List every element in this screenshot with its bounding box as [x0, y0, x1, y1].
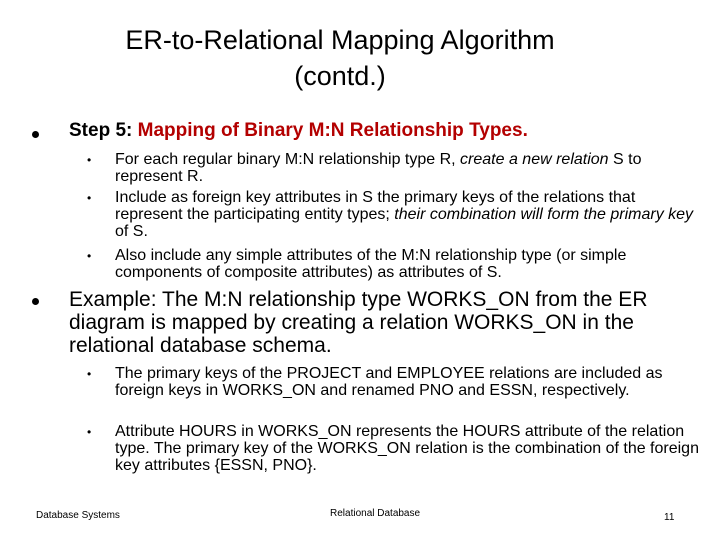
slide-title — [40, 22, 640, 94]
bullet-emphasis: create a new relation — [460, 151, 609, 168]
sub-bullet: • — [87, 249, 92, 263]
step5-bullet-1 — [115, 151, 700, 185]
bullet-text: S to represent R. — [115, 151, 642, 185]
step5-prefix: Step 5: — [69, 120, 138, 141]
sub-bullet: • — [87, 191, 92, 205]
title-line-2: (contd.) — [294, 61, 386, 91]
sub-bullet: • — [87, 367, 92, 381]
example-text: Example: The M:N relationship type WORKS_ON from the ER diagram is mapped by creating a relation WORKS_ON in the relational database schema. — [69, 288, 648, 357]
step5-title: Mapping of Binary M:N Relationship Types. — [137, 120, 528, 141]
sub-bullet: • — [87, 153, 92, 167]
page-number: 11 — [664, 512, 675, 523]
footer-left: Database Systems — [36, 510, 120, 521]
bullet-dot — [32, 131, 39, 138]
footer-center: Relational Database — [330, 508, 421, 519]
sub-bullet: • — [87, 425, 92, 439]
bullet-text: For each regular binary M:N relationship type R, — [115, 151, 461, 168]
step5-bullet-3 — [115, 247, 700, 281]
bullet-text: Include as foreign key attributes in S the primary keys of the relations that represent the participating entity types; — [115, 189, 636, 223]
step5-heading — [69, 119, 528, 143]
example-bullet-1: The primary keys of the PROJECT and EMPLOYEE relations are included as foreign keys in WORKS_ON and renamed PNO and ESSN, respectively. — [115, 365, 663, 399]
step5-bullet-2 — [115, 189, 700, 240]
title-line-1: ER-to-Relational Mapping Algorithm — [125, 25, 555, 55]
bullet-dot — [32, 298, 39, 305]
bullet-text: Also include any simple attributes of the M:N relationship type (or simple components of composite attributes) as attributes of S. — [115, 247, 627, 281]
bullet-text: of S. — [115, 223, 148, 240]
example-bullet-2: Attribute HOURS in WORKS_ON represents the HOURS attribute of the relation type. The primary key of the WORKS_ON relation is the combination of the foreign key attributes {ESSN, PNO}. — [115, 423, 699, 474]
bullet-emphasis: their combination will form the primary key — [394, 206, 694, 223]
